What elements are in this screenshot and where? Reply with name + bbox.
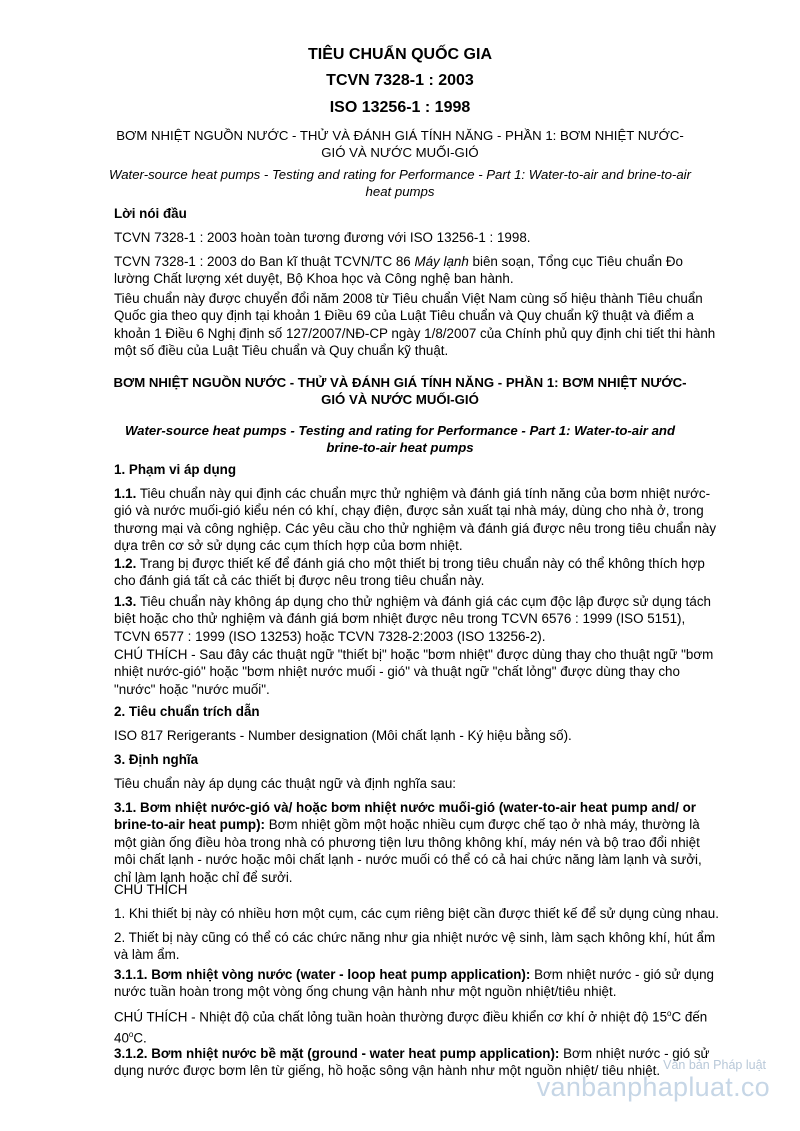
clause-text: Tiêu chuẩn này qui định các chuẩn mực thử nghiệm và đánh giá tính năng của bơm nhiệt nước-gió và nước muối-gió kiểu nén có khí, chạy điện, được sản xuất tại nhà máy, dùng cho nhà ở, trong thương mại và công nghiệp. Các yêu cầu cho thử nghiệm và đánh giá được nêu trong tiêu chuẩn này dựa trên cơ sở sử dụng các cụm thích hợp của bơm nhiệt.	[114, 486, 717, 554]
clause-1-2	[114, 555, 720, 590]
section-3-heading: 3. Định nghĩa	[114, 752, 199, 767]
note-text: C.	[133, 1030, 147, 1046]
clause-1-1	[114, 485, 720, 555]
note-2-item-1: 1. Khi thiết bị này có nhiều hơn một cụm, các cụm riêng biệt cần được thiết kế để sử dụng cùng nhau.	[114, 906, 719, 921]
watermark-small: Văn bản Pháp luật	[663, 1058, 766, 1072]
definition-term: 3.1.2. Bơm nhiệt nước bề mặt (ground - water heat pump application):	[114, 1046, 560, 1061]
foreword-p1: TCVN 7328-1 : 2003 hoàn toàn tương đương với ISO 13256-1 : 1998.	[114, 230, 531, 245]
definition-text: Bơm nhiệt nước - gió sử dụng nước tuần hoàn trong một vòng ống chung vận hành như một nguồn nhiệt/tiêu nhiệt.	[114, 967, 714, 1000]
foreword-p3: Tiêu chuẩn này được chuyển đổi năm 2008 từ Tiêu chuẩn Việt Nam cùng số hiệu thành Tiêu chuẩn Quốc gia theo quy định tại khoản 1 Điều 69 của Luật Tiêu chuẩn và Quy chuẩn kỹ thuật và điểm a khoản 1 Điều 6 Nghị định số 127/2007/NĐ-CP ngày 1/8/2007 của Chính phủ quy định chi tiết thi hành một số điều của Luật Tiêu chuẩn và Quy chuẩn kỹ thuật.	[114, 291, 716, 359]
section-3-intro: Tiêu chuẩn này áp dụng các thuật ngữ và định nghĩa sau:	[114, 776, 456, 791]
definition-term: 3.1.1. Bơm nhiệt vòng nước (water - loop heat pump application):	[114, 967, 531, 982]
note-3	[114, 1005, 720, 1047]
section-2-heading: 2. Tiêu chuẩn trích dẫn	[114, 704, 260, 719]
clause-text: Tiêu chuẩn này không áp dụng cho thử nghiệm và đánh giá các cụm độc lập được sử dụng tách biệt hoặc cho thử nghiệm và đánh giá bơm nhiệt được nêu trong TCVN 6576 : 1999 (ISO 5151), TCVN 6577 : 1999 (ISO 13253) hoặc TCVN 7328-2:2003 (ISO 13256-2).	[114, 594, 711, 644]
foreword-p2	[114, 253, 720, 288]
iso-code: ISO 13256-1 : 1998	[329, 99, 471, 116]
definition-text: Bơm nhiệt gồm một hoặc nhiều cụm được chế tạo ở nhà máy, thường là một giàn ống điều hòa trong nhà có phương tiện lưu thông không khí, máy nén và bộ trao đổi nhiệt môi chất lạnh - nước hoặc môi chất lạnh - nước muối có thể có cả hai chức năng làm lạnh và sưởi, chỉ làm lạnh hoặc chỉ để sưởi.	[114, 817, 702, 885]
note-2-heading: CHÚ THÍCH	[114, 882, 188, 897]
foreword-heading: Lời nói đầu	[114, 206, 187, 221]
clause-number: 1.1.	[114, 486, 137, 501]
section-1-heading: 1. Phạm vi áp dụng	[114, 462, 237, 477]
standard-code: TCVN 7328-1 : 2003	[326, 72, 474, 89]
foreword-p2-text-end: biên soạn, Tổng cục Tiêu chuẩn Đo lường Chất lượng xét duyệt, Bộ Khoa học và Công nghệ ban hành.	[114, 254, 683, 287]
degree-symbol: o	[667, 1009, 672, 1018]
degree-symbol: o	[128, 1029, 134, 1039]
definition-text: Bơm nhiệt nước - gió sử dụng nước được bơm lên từ giếng, hồ hoặc sông vận hành như một nguồn nhiệt/ tiêu nhiệt.	[114, 1046, 710, 1079]
watermark-large: vanbanphapluat.co	[536, 1072, 770, 1102]
definition-term: 3.1. Bơm nhiệt nước-gió và/ hoặc bơm nhiệt nước muối-gió (water-to-air heat pump and/ or brine-to-air heat pump):	[114, 800, 696, 833]
definition-3-1	[114, 799, 720, 886]
body-en-title: Water-source heat pumps - Testing and rating for Performance - Part 1: Water-to-air and brine-to-air heat pumps	[124, 423, 676, 455]
clause-text: Trang bị được thiết kế để đánh giá cho một thiết bị trong tiêu chuẩn này có thể không thích hợp cho đánh giá tất cả các thiết bị được nêu trong tiêu chuẩn này.	[114, 556, 705, 589]
vi-title: BƠM NHIỆT NGUỒN NƯỚC - THỬ VÀ ĐÁNH GIÁ TÍNH NĂNG - PHẦN 1: BƠM NHIỆT NƯỚC-GIÓ VÀ NƯỚC MUỐI-GIÓ	[116, 128, 684, 160]
note-1: CHÚ THÍCH - Sau đây các thuật ngữ "thiết bị" hoặc "bơm nhiệt" được dùng thay cho thuật ngữ "bơm nhiệt nước-gió" hoặc "bơm nhiệt nước muối - gió" và thuật ngữ "chất lỏng" được dùng thay cho "nước" hoặc "nước muối".	[114, 647, 714, 697]
note-text: C đến 40	[114, 1009, 708, 1046]
normative-reference: ISO 817 Rerigerants - Number designation (Môi chất lạnh - Ký hiệu bằng số).	[114, 728, 572, 743]
clause-number: 1.2.	[114, 556, 137, 571]
clause-number: 1.3.	[114, 594, 137, 609]
definition-3-1-1	[114, 966, 720, 1001]
note-text: CHÚ THÍCH - Nhiệt độ của chất lỏng tuần hoàn thường được điều khiển cơ khí ở nhiệt độ 15	[114, 1009, 668, 1025]
note-2-item-2: 2. Thiết bị này cũng có thể có các chức năng như gia nhiệt nước vệ sinh, làm sạch không khí, hút ẩm và làm ẩm.	[114, 930, 716, 963]
body-vi-title: BƠM NHIỆT NGUỒN NƯỚC - THỬ VÀ ĐÁNH GIÁ TÍNH NĂNG - PHẦN 1: BƠM NHIỆT NƯỚC-GIÓ VÀ NƯỚC MUỐI-GIÓ	[113, 375, 687, 407]
document-title: TIÊU CHUẨN QUỐC GIA	[308, 46, 492, 63]
foreword-p2-text: TCVN 7328-1 : 2003 do Ban kĩ thuật TCVN/TC 86	[114, 254, 415, 269]
foreword-p2-committee: Máy lạnh	[414, 254, 469, 269]
en-title: Water-source heat pumps - Testing and rating for Performance - Part 1: Water-to-air and brine-to-air heat pumps	[109, 167, 691, 199]
clause-1-3	[114, 593, 720, 645]
